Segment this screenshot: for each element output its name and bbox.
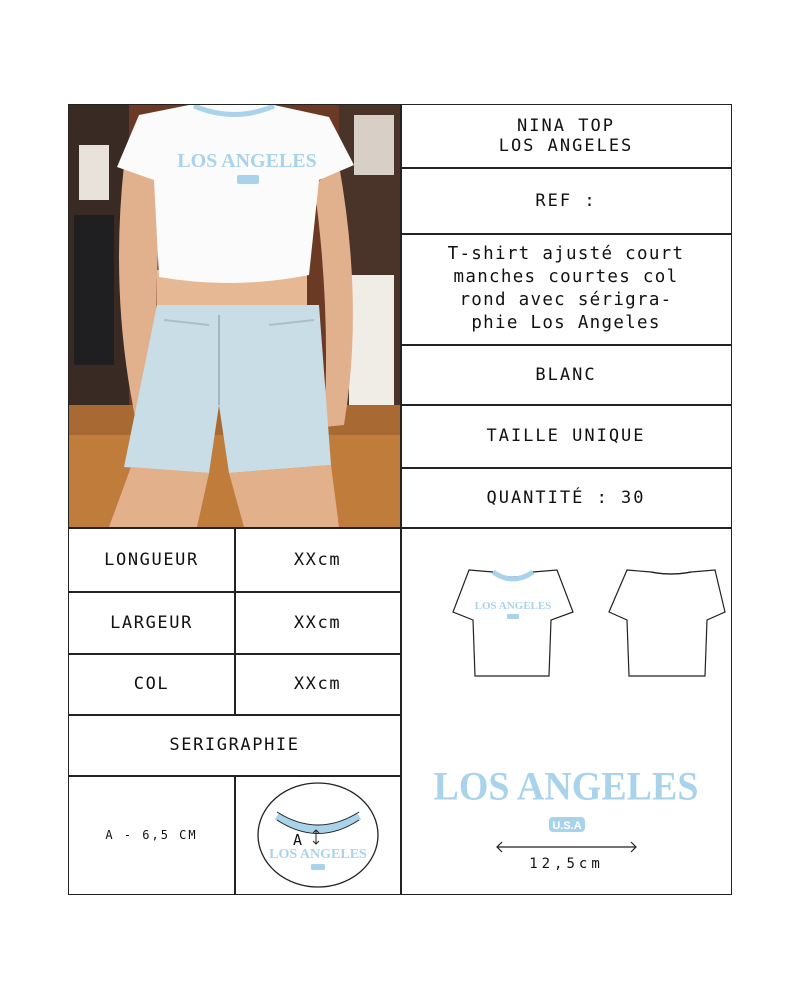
product-name (401, 105, 731, 167)
artwork-width-label: 12,5cm (529, 856, 604, 872)
measurement-label-width: LARGEUR (110, 612, 193, 633)
collar-detail-sketch (235, 776, 400, 894)
artwork-sub-text: U.S.A (552, 820, 582, 832)
measurement-value-collar: XXcm (293, 674, 342, 694)
description-line: manches courtes col (453, 267, 679, 287)
measurement-label-length: LONGUEUR (104, 549, 199, 570)
tshirt-front-sketch (453, 570, 573, 676)
marker-label: A (293, 831, 303, 849)
tech-pack-sheet (68, 104, 732, 895)
size: TAILLE UNIQUE (486, 426, 646, 446)
artwork-main-text: LOS ANGELES (433, 764, 699, 809)
measurement-value-length: XXcm (293, 549, 342, 570)
description-line: rond avec sérigra- (459, 290, 673, 310)
print-header: SERIGRAPHIE (169, 735, 300, 755)
tshirt-back-sketch (609, 570, 725, 676)
svg-text:LOS ANGELES: LOS ANGELES (474, 600, 552, 612)
svg-text:LOS ANGELES: LOS ANGELES (269, 847, 367, 862)
garment-sketches (401, 528, 731, 728)
color: BLANC (535, 364, 597, 385)
product-name-line2: LOS ANGELES (498, 136, 634, 156)
tshirt-sketch-pair (401, 528, 731, 728)
measurement-value-width: XXcm (293, 612, 342, 633)
description-line: T-shirt ajusté court (447, 244, 685, 264)
product-photo (69, 105, 400, 527)
svg-text:LOS ANGELES: LOS ANGELES (177, 150, 317, 172)
print-artwork (401, 745, 731, 845)
description (401, 234, 731, 344)
reference: REF : (535, 190, 597, 211)
quantity: QUANTITÉ : 30 (486, 487, 646, 508)
print-size-note: A - 6,5 CM (105, 828, 198, 842)
description-line: phie Los Angeles (471, 313, 661, 333)
double-arrow-icon (494, 840, 639, 854)
measurement-label-collar: COL (133, 674, 170, 694)
product-name-line1: NINA TOP (517, 116, 615, 136)
